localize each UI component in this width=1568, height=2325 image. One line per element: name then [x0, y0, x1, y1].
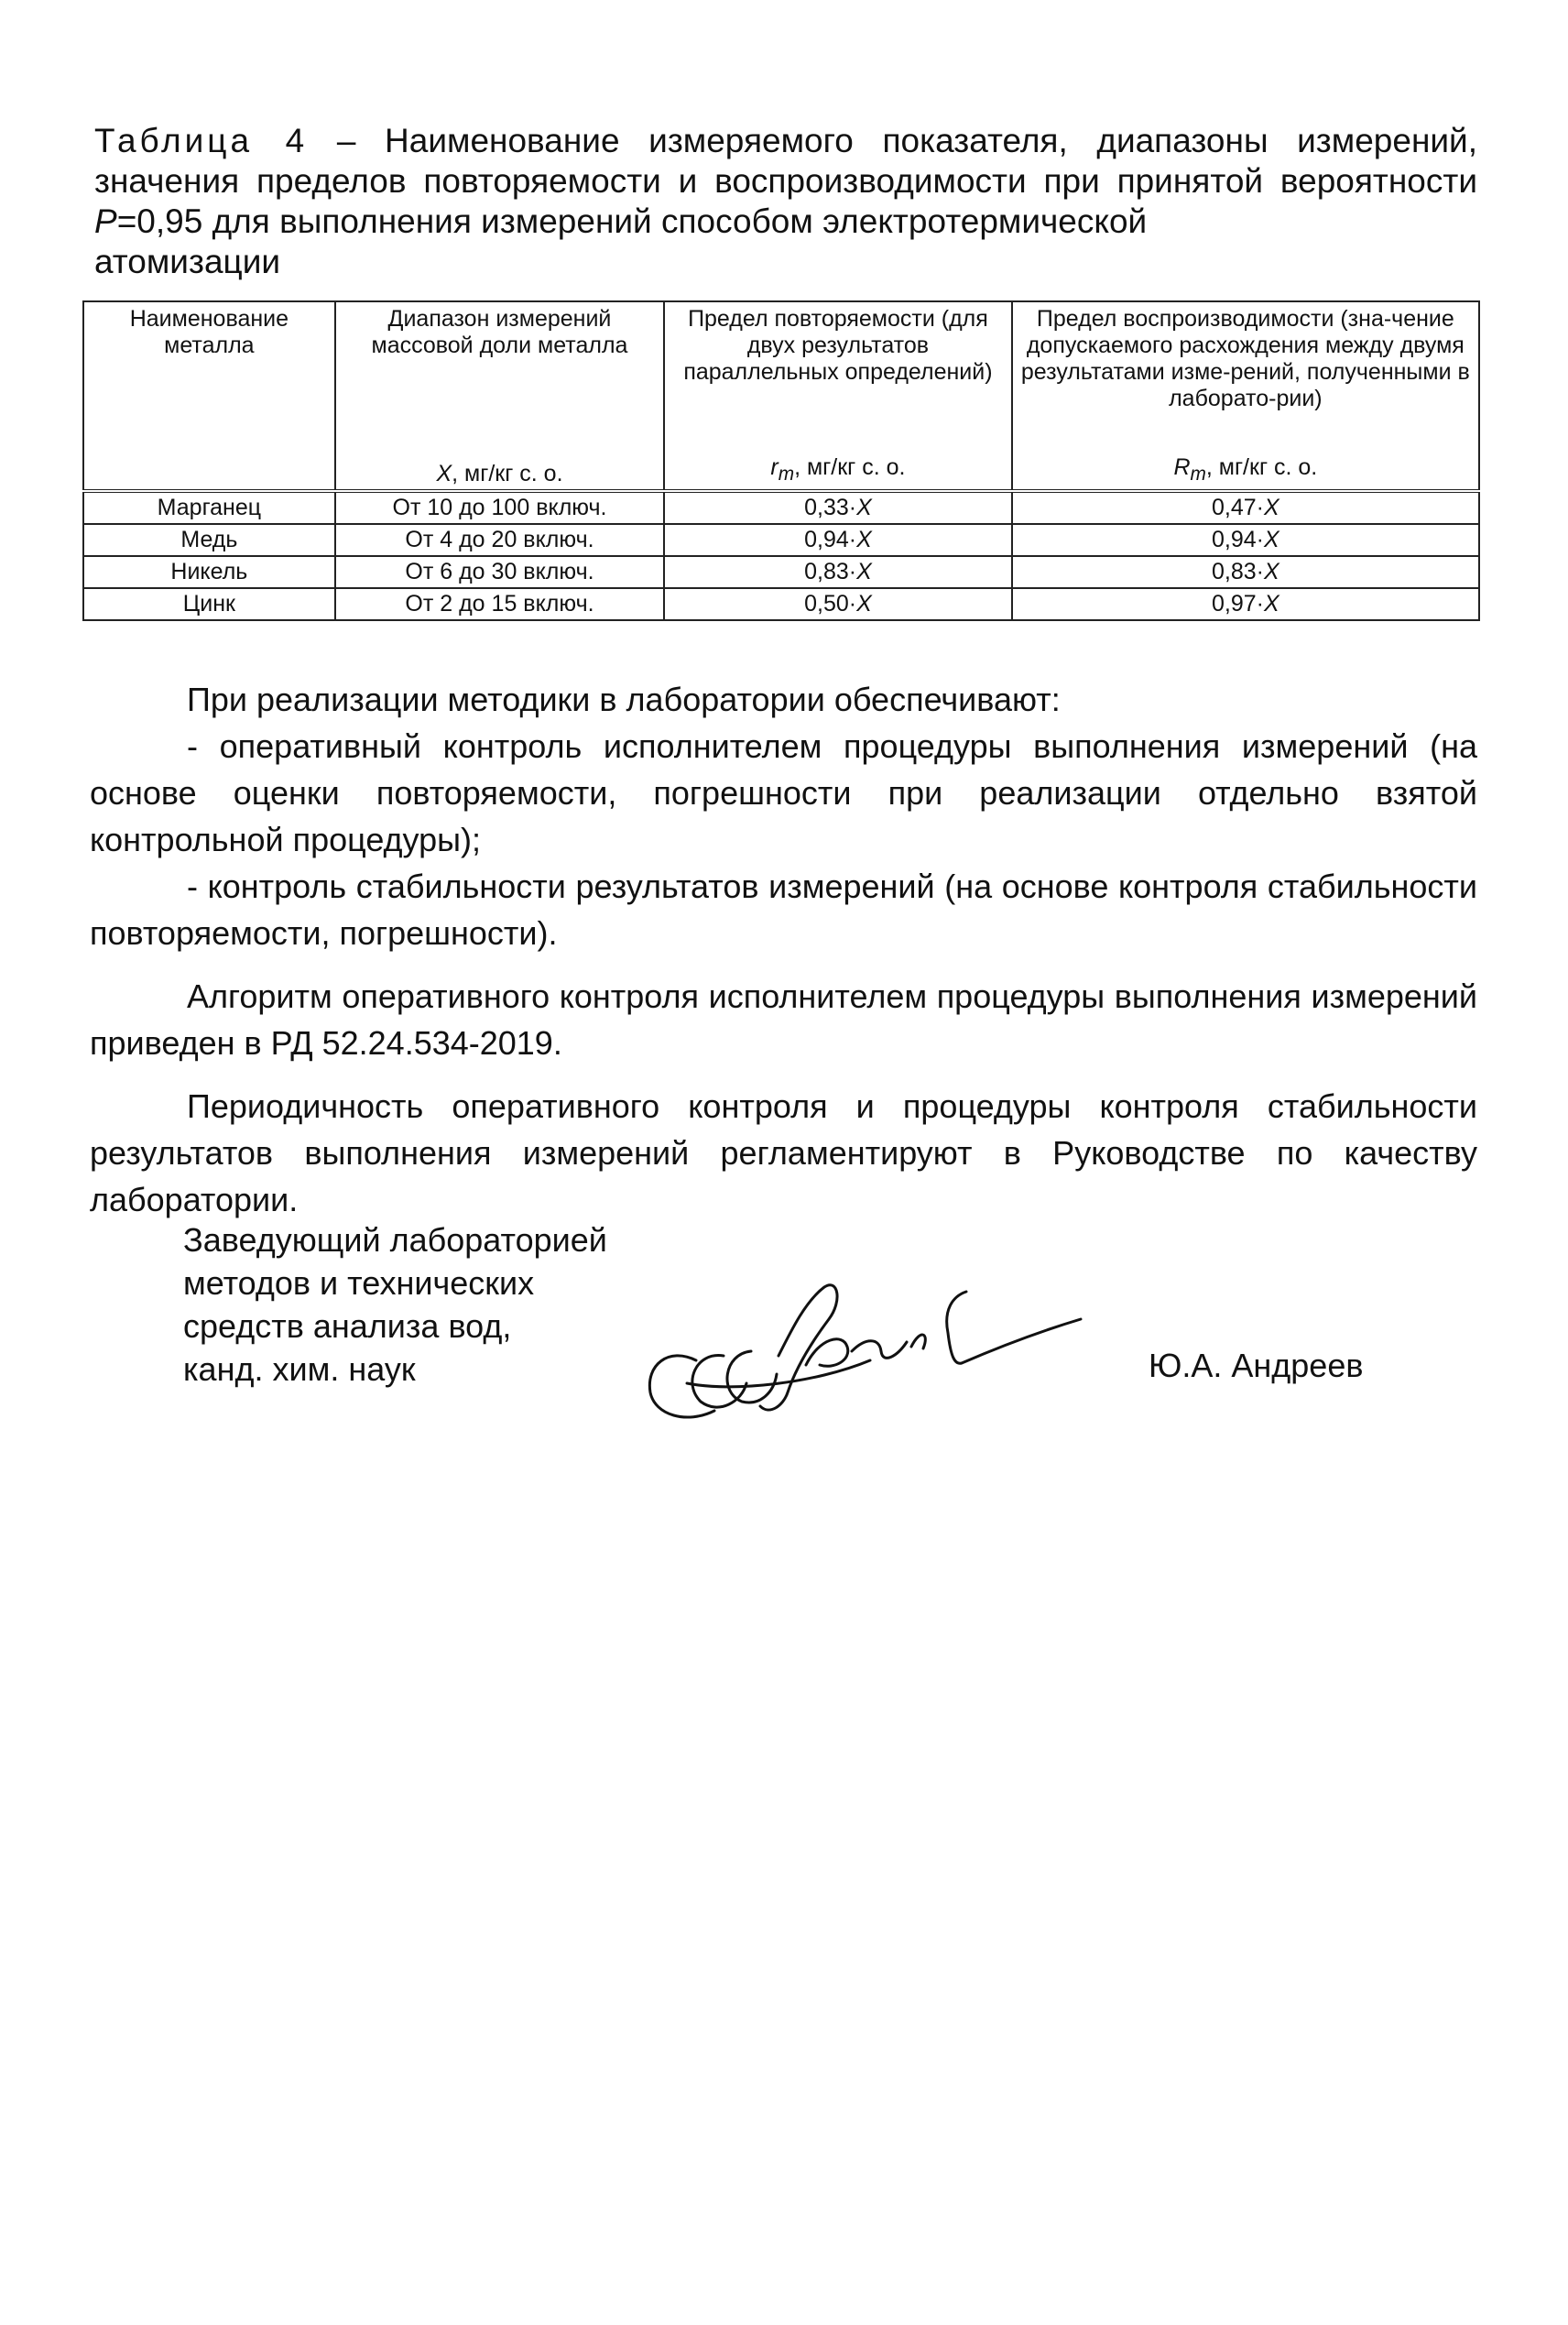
cell-reproducibility: 0,94·X	[1012, 524, 1479, 556]
cell-metal: Цинк	[83, 588, 335, 620]
cell-range: От 10 до 100 включ.	[335, 491, 664, 524]
table-caption	[94, 121, 1477, 282]
cell-metal: Медь	[83, 524, 335, 556]
signatory-block	[183, 1218, 607, 1391]
cell-reproducibility: 0,83·X	[1012, 556, 1479, 588]
cell-repeatability: 0,83·X	[664, 556, 1012, 588]
caption-p-var: P	[94, 202, 117, 240]
header-range: Диапазон измерений массовой доли металла X, мг/кг с. о.	[335, 301, 664, 491]
paragraph-algorithm: Алгоритм оперативного контроля исполнителем процедуры выполнения измерений приведен в РД 52.24.534-2019.	[90, 977, 1477, 1062]
header-repeatability-unit: $r_m$, мг/кг с. о.	[770, 454, 906, 485]
table-row	[83, 524, 1479, 556]
signatory-title-4: канд. хим. наук	[183, 1350, 416, 1388]
header-reproducibility: Предел воспроизводимости (зна-чение допускаемого расхождения между двумя результатами изме-рений, полученными в лаборато-рии) $R_m$, мг/кг с. о.	[1012, 301, 1479, 491]
paragraph-stability-control: - контроль стабильности результатов измерений (на основе контроля стабильности повторяемости, погрешности).	[90, 868, 1477, 952]
cell-repeatability: 0,50·X	[664, 588, 1012, 620]
cell-reproducibility: 0,47·X	[1012, 491, 1479, 524]
cell-range: От 6 до 30 включ.	[335, 556, 664, 588]
cell-range: От 4 до 20 включ.	[335, 524, 664, 556]
measurement-table	[82, 300, 1480, 621]
table-header-row	[83, 301, 1479, 491]
caption-tail: атомизации	[94, 243, 281, 280]
header-reproducibility-unit: $R_m$, мг/кг с. о.	[1173, 454, 1318, 485]
table-row	[83, 588, 1479, 620]
cell-range: От 2 до 15 включ.	[335, 588, 664, 620]
handwritten-signature	[632, 1246, 1145, 1438]
caption-p-value: =0,95 для выполнения измерений способом электротермической	[116, 202, 1148, 240]
table-row	[83, 556, 1479, 588]
table-row	[83, 491, 1479, 524]
signatory-title-1: Заведующий лабораторией	[183, 1221, 607, 1259]
paragraph-periodicity: Периодичность оперативного контроля и процедуры контроля стабильности результатов выполнения измерений регламентируют в Руководстве по качеству лаборатории.	[90, 1087, 1477, 1218]
caption-text: – Наименование измеряемого показателя, диапазоны измерений, значения пределов повторяемости и воспроизводимости при принятой вероятности	[94, 122, 1477, 200]
cell-repeatability: 0,94·X	[664, 524, 1012, 556]
cell-reproducibility: 0,97·X	[1012, 588, 1479, 620]
header-metal: Наименование металла	[83, 301, 335, 491]
paragraph-intro: При реализации методики в лаборатории обеспечивают:	[187, 681, 1061, 718]
cell-metal: Марганец	[83, 491, 335, 524]
signatory-title-2: методов и технических	[183, 1264, 535, 1302]
header-range-unit: X, мг/кг с. о.	[436, 461, 563, 486]
signatory-name: Ю.А. Андреев	[1149, 1347, 1364, 1384]
header-repeatability: Предел повторяемости (для двух результатов параллельных определений) $r_m$, мг/кг с. о.	[664, 301, 1012, 491]
paragraph-operational-control: - оперативный контроль исполнителем процедуры выполнения измерений (на основе оценки повторяемости, погрешности при реализации отдельно взятой контрольной процедуры);	[90, 727, 1477, 858]
body-text	[90, 676, 1477, 1223]
caption-lead: Таблица 4	[94, 122, 309, 159]
cell-repeatability: 0,33·X	[664, 491, 1012, 524]
cell-metal: Никель	[83, 556, 335, 588]
signatory-title-3: средств анализа вод,	[183, 1307, 512, 1345]
